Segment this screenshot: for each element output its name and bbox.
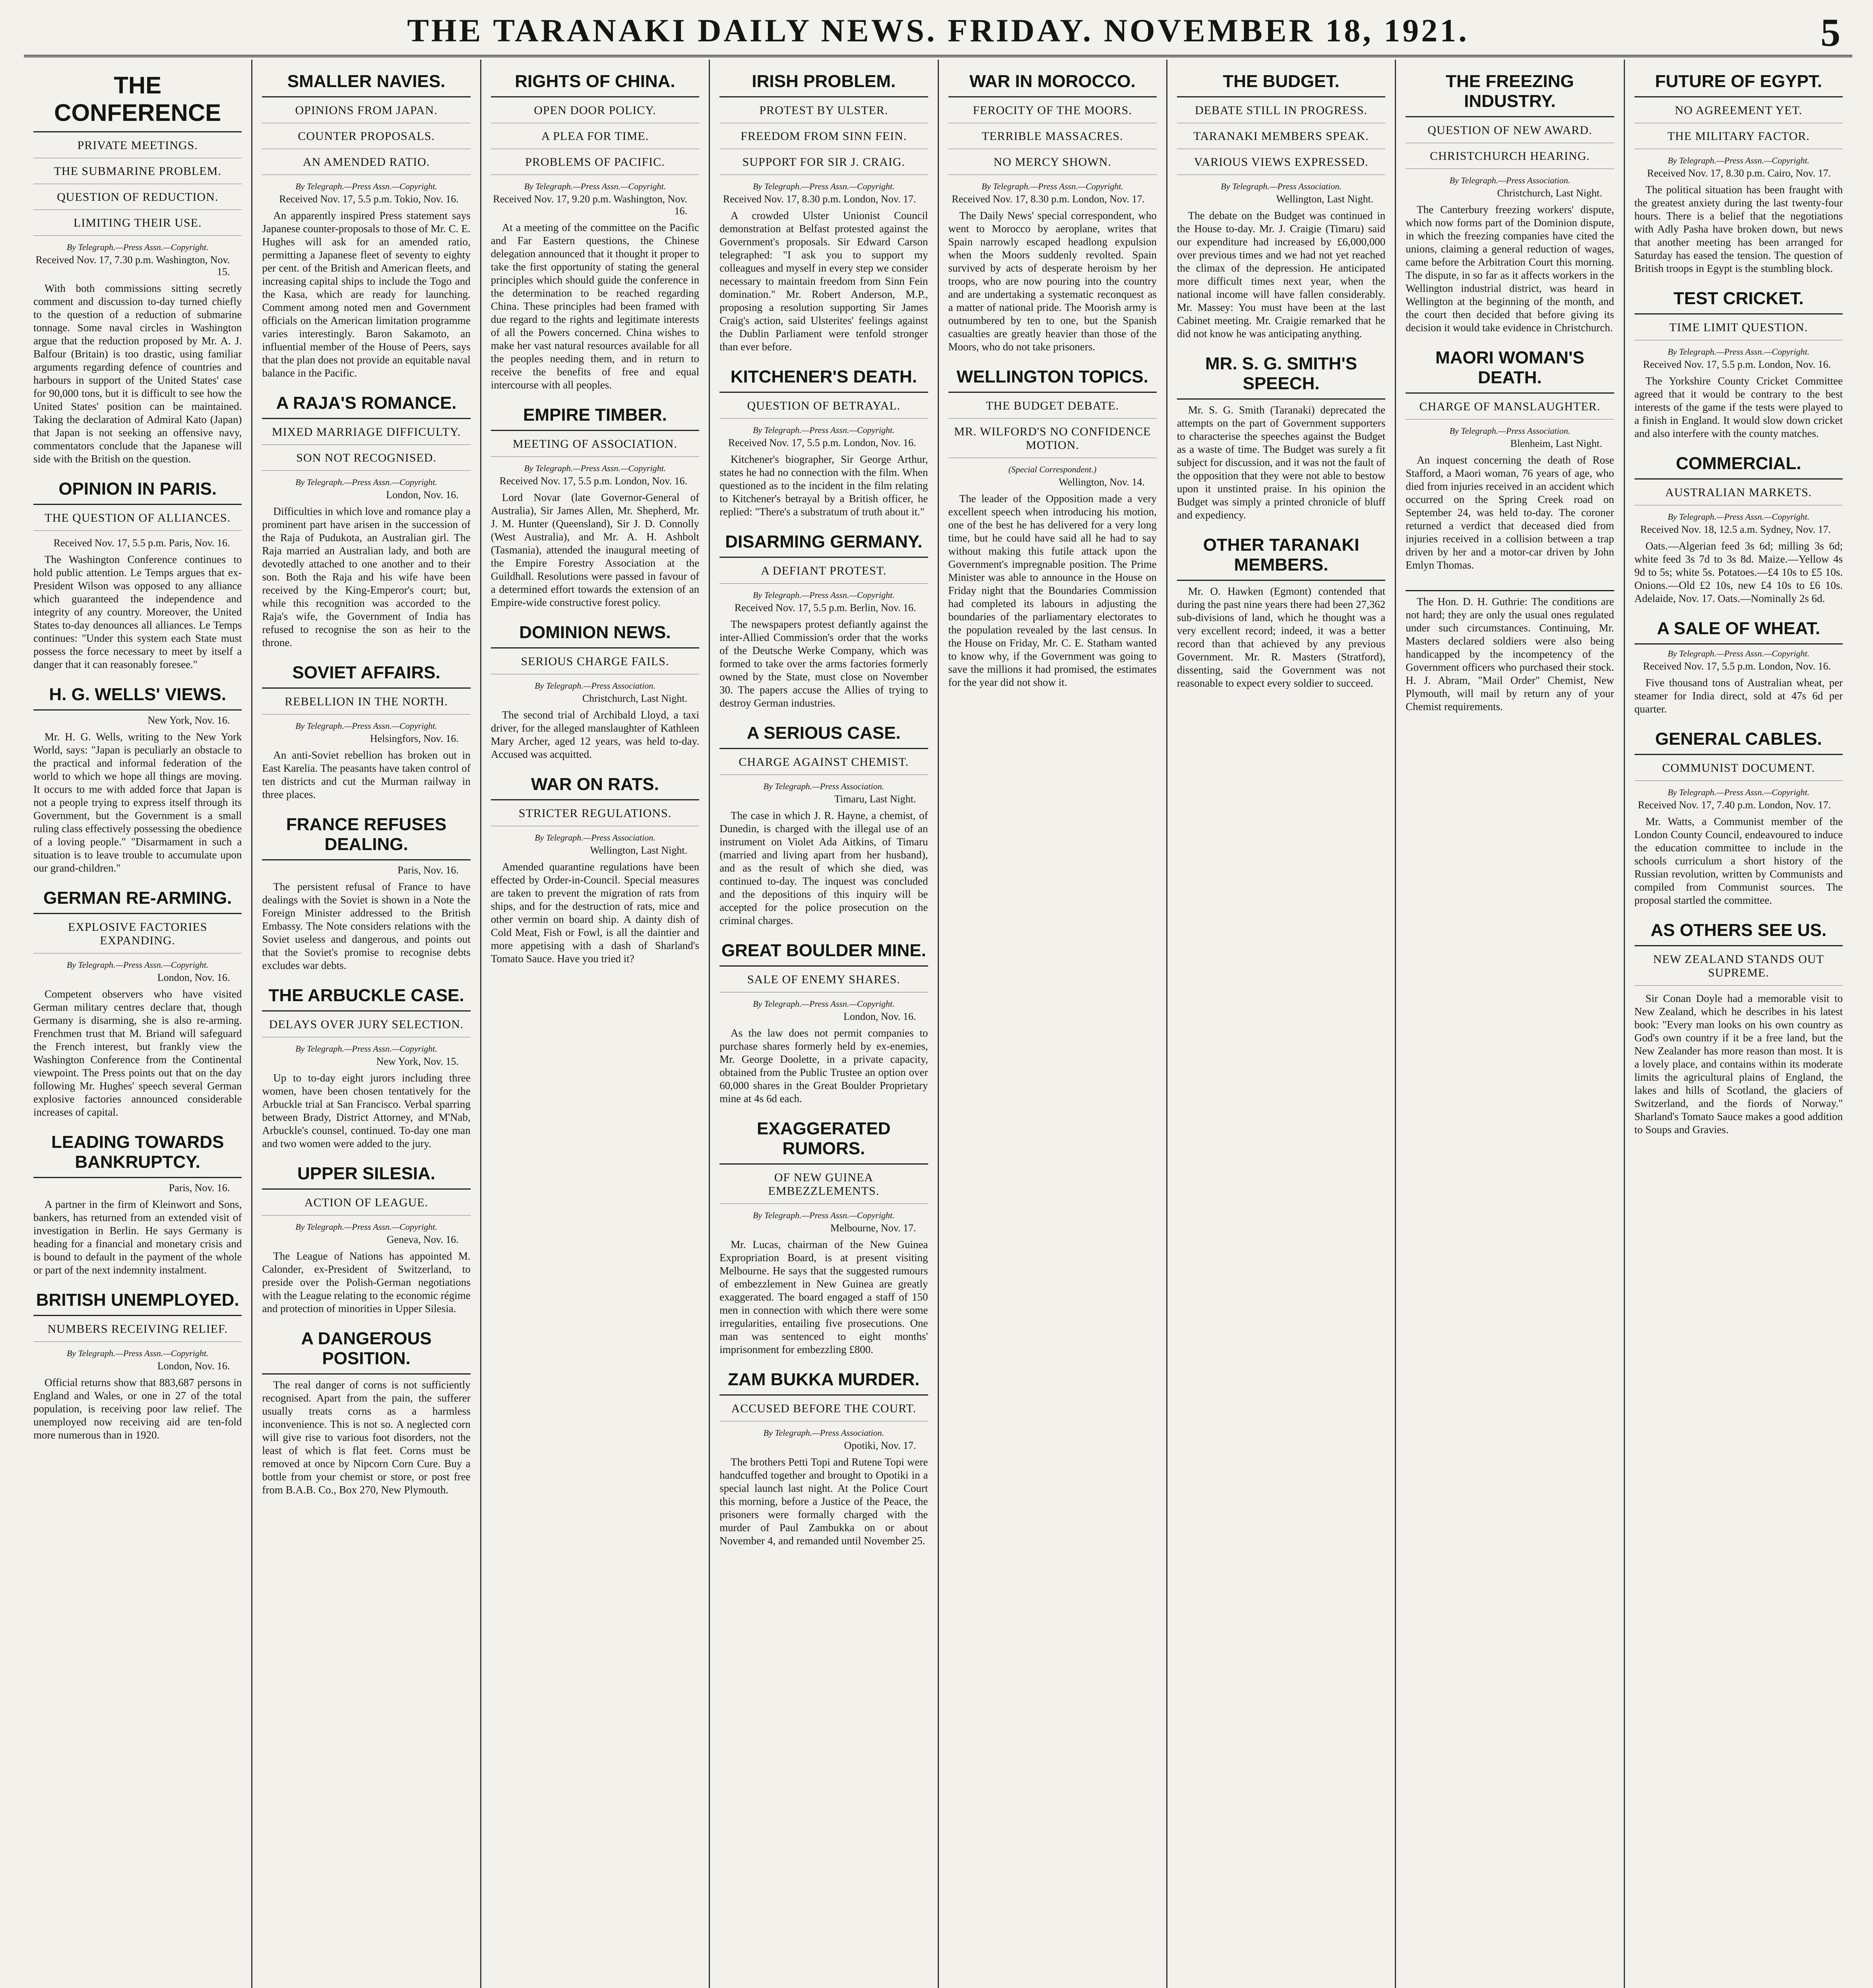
article-heading: ZAM BUKKA MURDER. [719, 1370, 928, 1396]
article-heading: DISARMING GERMANY. [719, 532, 928, 558]
article-body: Oats.—Algerian feed 3s 6d; milling 3s 6d; white feed 3s 7d to 3s 8d. Maize.—Yellow 4s 9d to 5s; white 5s. Potatoes.—£4 10s to £5 10s. Onions.—Old £2 10s, new £4 10s to £6 10s. Adelaide, Nov. 17. Oats.—Nominally 2s 6d. [1634, 540, 1843, 604]
article-subheading: ACTION OF LEAGUE. [262, 1196, 470, 1215]
column-7 [1395, 60, 1623, 1988]
article-heading: THE BUDGET. [1177, 72, 1385, 97]
article-subheading: THE SUBMARINE PROBLEM. [33, 165, 242, 184]
article-body: Amended quarantine regulations have been effected by Order-in-Council. Special measures are taken to prevent the migration of rats from ships, and for the destruction of rats, mice and other vermin on board ship. A dainty dish of Cold Meat, Fish or Fowl, is all the daintier and more appetising with a dash of Sharland's Tomato Sauce. Have you tried it? [491, 861, 700, 965]
article-heading: COMMERCIAL. [1635, 454, 1843, 480]
article-subheading: OF NEW GUINEA EMBEZZLEMENTS. [719, 1171, 928, 1204]
press-credit: By Telegraph.—Press Assn.—Copyright. [295, 1222, 437, 1232]
article-body: The newspapers protest defiantly against the inter-Allied Commission's order that the works of the Deutsche Werke Company, which was formed to take over the arms factories formerly owned by the State, must close on November 30. The papers accuse the Allies of trying to destroy German industries. [719, 618, 928, 709]
article [262, 1329, 470, 1497]
article-body: Mr. Watts, a Communist member of the London County Council, endeavoured to induce the education committee to include in the schools curriculum a short history of the Russian revolution, written by Communists and compiled from Communist sources. The proposal startled the committee. [1634, 815, 1843, 906]
article-body: The League of Nations has appointed M. Calonder, ex-President of Switzerland, to preside over the Polish-German negotiations with the League relating to the economic régime and protection of minorities in Upper Silesia. [262, 1250, 471, 1314]
article-subheading: SON NOT RECOGNISED. [262, 451, 470, 471]
dateline: Received Nov. 17, 5.5 p.m. London, Nov. 16. [1643, 359, 1831, 370]
press-credit: By Telegraph.—Press Assn.—Copyright. [752, 1210, 895, 1220]
press-credit: By Telegraph.—Press Assn.—Copyright. [524, 181, 666, 191]
article-subheading: A DEFIANT PROTEST. [719, 564, 928, 584]
article-heading: LEADING TOWARDS BANKRUPTCY. [33, 1132, 242, 1178]
dateline: London, Nov. 16. [843, 1011, 916, 1022]
newspaper-columns [24, 60, 1852, 1988]
article-subheading: FREEDOM FROM SINN FEIN. [719, 130, 928, 149]
article-heading: SMALLER NAVIES. [262, 72, 470, 97]
article-heading: GREAT BOULDER MINE. [719, 941, 928, 967]
dateline: Paris, Nov. 16. [397, 864, 459, 876]
dateline: Received Nov. 17, 8.30 p.m. London, Nov. 17. [952, 193, 1145, 205]
press-credit: (Special Correspondent.) [1008, 464, 1097, 474]
article-subheading: REBELLION IN THE NORTH. [262, 695, 470, 714]
article-heading: A SALE OF WHEAT. [1635, 619, 1843, 645]
article-heading: GERMAN RE-ARMING. [33, 888, 242, 914]
article [262, 1164, 470, 1315]
article [33, 479, 242, 671]
press-credit: By Telegraph.—Press Assn.—Copyright. [66, 242, 209, 252]
article [33, 685, 242, 875]
article-subheading: SERIOUS CHARGE FAILS. [491, 655, 699, 674]
article [1635, 289, 1843, 440]
dateline: Timaru, Last Night. [834, 793, 916, 805]
dateline: Opotiki, Nov. 17. [844, 1440, 916, 1451]
press-credit: By Telegraph.—Press Association. [763, 1428, 884, 1438]
article-subheading: SALE OF ENEMY SHARES. [719, 973, 928, 992]
article-body: Five thousand tons of Australian wheat, per steamer for India direct, sold at 47s 6d per quarter. [1634, 677, 1843, 715]
article-subheading: CHRISTCHURCH HEARING. [1406, 149, 1614, 169]
article-body: The real danger of corns is not sufficiently recognised. Apart from the pain, the sufferer usually treats corns as a harmless inconvenience. This is not so. A neglected corn will give rise to various foot disorders, not the least of which is flat feet. Corns must be removed at once by Nipcorn Corn Cure. Buy a bottle from your chemist or store, or post free from B.A.B. Co., Box 270, New Plymouth. [262, 1379, 471, 1496]
article-body: Mr. S. G. Smith (Taranaki) deprecated the attempts on the part of Government supporters to characterise the speeches against the Budget as a waste of time. The Budget was surely a fit subject for discussion, and it was not the fault of the opposition that they were not able to bestow upon it unstinted praise. In his opinion the Budget was simply a printed chronicle of bluff and expediency. [1177, 404, 1386, 521]
article-subheading: THE QUESTION OF ALLIANCES. [33, 511, 242, 531]
article-subheading: TARANAKI MEMBERS SPEAK. [1177, 130, 1385, 149]
column-3 [480, 60, 709, 1988]
press-credit: By Telegraph.—Press Assn.—Copyright. [752, 590, 895, 600]
article [719, 72, 928, 353]
press-credit: By Telegraph.—Press Association. [763, 781, 884, 791]
article-body: The Hon. D. H. Guthrie: The conditions are not hard; they are only the usual ones regulated under such circumstances. Continuing, Mr. Masters declared soldiers were also being handicapped by the incompetency of the Government officers who purchased their stock. H. J. Abram, "Mail Order" Chemist, New Plymouth, will mail by return any of your Chemist requirements. [1406, 596, 1614, 712]
article-body: An anti-Soviet rebellion has broken out in East Karelia. The peasants have taken control of ten districts and cut the Murman railway in three places. [262, 749, 471, 800]
article [719, 941, 928, 1105]
article-heading: A DANGEROUS POSITION. [262, 1329, 470, 1375]
article-heading: H. G. WELLS' VIEWS. [33, 685, 242, 711]
article-subheading: COUNTER PROPOSALS. [262, 130, 470, 149]
article [719, 532, 928, 710]
dateline: Christchurch, Last Night. [1497, 187, 1602, 199]
dateline: Received Nov. 17, 5.5 p.m. Paris, Nov. 16. [53, 537, 230, 549]
article-body: A partner in the firm of Kleinwort and Sons, bankers, has returned from an extended visit of investigation in Berlin. He says Germany is heading for a financial and monetary crisis and is bound to default in the payment of the whole or part of the next indemnity instalment. [33, 1198, 242, 1276]
press-credit: By Telegraph.—Press Assn.—Copyright. [1667, 787, 1810, 797]
article [33, 1132, 242, 1277]
article-body: Competent observers who have visited German military centres declare that, though Germany is disarming, she is also re-arming. Frenchmen trust that M. Briand will safeguard the French interest, but frankly view the Washington Conference from the Continental viewpoint. The Press points out that on the day following Mr. Hughes' speech several German explosive factories announced considerable increases of capital. [33, 988, 242, 1118]
press-credit: By Telegraph.—Press Assn.—Copyright. [66, 960, 209, 970]
article-body: Difficulties in which love and romance play a prominent part have arisen in the succession of the Raja of Pudukota, an Australian girl. The Raja married an Australian lady, and both are devotedly attached to one another and to their son. Both the Raja and his wife have been received by the King-Emperor's court; but, while this recognition was accorded to the Raja's wife, the Government of India has refused to recognise the son as heir to the throne. [262, 505, 471, 648]
column-1 [24, 60, 251, 1988]
article-body: Kitchener's biographer, Sir George Arthur, states he had no connection with the film. When questioned as to the incident in the film relating to Kitchener's betrayal by a British officer, he replied: "There's a substratum of truth about it." [719, 453, 928, 518]
press-credit: By Telegraph.—Press Assn.—Copyright. [1667, 648, 1810, 658]
article [719, 367, 928, 518]
article [1406, 585, 1614, 713]
dateline: Received Nov. 17, 8.30 p.m. Cairo, Nov. 17. [1647, 167, 1831, 179]
dateline: London, Nov. 16. [386, 489, 459, 501]
press-credit: By Telegraph.—Press Assn.—Copyright. [981, 181, 1124, 191]
article-body: The leader of the Opposition made a very excellent speech when introducing his motion, one of the best he has delivered for a very long time, but he could have said all he had to say without making this futile attack upon the Government's impregnable position. The Prime Minister was able to announce in the House on Friday night that the Boundaries Commission had completed its labours in adjusting the boundaries of the parliamentary electorates to the population revealed by the last census. In the House on Friday, Mr. C. E. Statham wanted to know why, if the Government was going to save the millions it had promised, the estimates for the year did not show it. [948, 493, 1157, 688]
article-subheading: VARIOUS VIEWS EXPRESSED. [1177, 155, 1385, 175]
article [1406, 72, 1614, 334]
newspaper-masthead [24, 7, 1852, 57]
article-subheading: LIMITING THEIR USE. [33, 216, 242, 236]
dateline: Christchurch, Last Night. [582, 693, 688, 704]
dateline: Geneva, Nov. 16. [386, 1234, 459, 1245]
article-heading: THE CONFERENCE [33, 72, 242, 132]
article-heading: MAORI WOMAN'S DEATH. [1406, 348, 1614, 394]
article-heading: WAR ON RATS. [491, 775, 699, 800]
dateline: Received Nov. 17, 9.20 p.m. Washington, Nov. 16. [493, 193, 688, 217]
article-body: Mr. H. G. Wells, writing to the New York World, says: "Japan is peculiarly an obstacle to the practical and informal federation of the world to which we hope all things are moving. It occurs to me with added force that Japan is not a people trying to express itself through its Government, but the Government is a small ruling class effectively possessing the obedience of a loving people." "Disarmament in such a situation is to leave trouble to accumulate upon our grand-children." [33, 731, 242, 874]
column-5 [938, 60, 1166, 1988]
article-body: With both commissions sitting secretly comment and discussion to-day turned chiefly to the question of a reduction of submarine tonnage. Some naval circles in Washington argue that the reduction proposed by Mr. A. J. Balfour (Britain) is too drastic, using familiar arguments regarding defence of countries and harbours in support of the United States' case for 90,000 tons, but it is difficult to see how the United States' position can be maintained. Taking the declaration of Admiral Kato (Japan) that Japan is not seeking an offensive navy, commentators conclude that the Japanese will side with the British on the question. [33, 282, 242, 465]
article-body: Mr. Lucas, chairman of the New Guinea Expropriation Board, is at present visiting Melbourne. He says that the suggested rumours of embezzlement in New Guinea are greatly exaggerated. The board engaged a staff of 150 men in connection with which there were some irregularities, entailing five prosecutions. One man was sentenced to eight months' imprisonment for embezzling £800. [719, 1239, 928, 1355]
article [491, 623, 699, 761]
dateline: Wellington, Last Night. [590, 845, 688, 856]
press-credit: By Telegraph.—Press Assn.—Copyright. [295, 181, 437, 191]
article-heading: UPPER SILESIA. [262, 1164, 470, 1190]
article-body: The debate on the Budget was continued in the House to-day. Mr. J. Craigie (Timaru) said our expenditure had increased by £6,000,000 over previous times and we had not yet reached the climax of the depression. He anticipated more difficult times next year, when the national income will have fallen considerably. Mr. Massey: You must have been at the last Cabinet meeting. Mr. Craigie remarked that he did not know he was anticipating anything. [1177, 210, 1386, 340]
dateline: New York, Nov. 16. [147, 714, 230, 726]
article-body: The second trial of Archibald Lloyd, a taxi driver, for the alleged manslaughter of Kathleen Mary Archer, aged 12 years, was held to-day. Accused was acquitted. [491, 709, 700, 760]
article-body: An apparently inspired Press statement says Japanese counter-proposals to those of Mr. C. E. Hughes will ask for an amended ratio, permitting a Japanese fleet of seventy to eighty per cent. of the British and American fleets, and increasing capital ships to include the Togo and the Kasa, which are ready for launching. Comment among noted men and Government officials on the American limitation programme varies interestingly. Baron Sakamoto, an influential member of the House of Peers, says that the plan does not provide an equitable naval balance in the Pacific. [262, 210, 471, 379]
dateline: Received Nov. 17, 8.30 p.m. London, Nov. 17. [723, 193, 916, 205]
article-subheading: CHARGE AGAINST CHEMIST. [719, 755, 928, 775]
column-4 [709, 60, 937, 1988]
article-subheading: THE MILITARY FACTOR. [1635, 130, 1843, 149]
press-credit: By Telegraph.—Press Assn.—Copyright. [752, 999, 895, 1009]
article-body: The Canterbury freezing workers' dispute, which now forms part of the Dominion dispute, in which the freezing companies have cited the unions, claiming a general reduction of wages, came before the Arbitration Court this morning. The dispute, in so far as it affects workers in the Wellington industrial district, was heard in Wellington at the beginning of the month, and the court then decided that before giving its decision it would take evidence in Christchurch. [1406, 204, 1614, 334]
article-body: An inquest concerning the death of Rose Stafford, a Maori woman, 76 years of age, who died from injuries received in an accident which occurred on the Spring Creek road on September 24, was held to-day. The coroner returned a verdict that deceased died from injuries received in a collision between a trap driven by her and a motor-car driven by John Emlyn Thomas. [1406, 454, 1614, 571]
article-heading: DOMINION NEWS. [491, 623, 699, 648]
article-subheading: MR. WILFORD'S NO CONFIDENCE MOTION. [948, 425, 1157, 458]
article-subheading: MEETING OF ASSOCIATION. [491, 437, 699, 457]
newspaper-title: THE TARANAKI DAILY NEWS. FRIDAY. NOVEMBER 18, 1921. [407, 12, 1469, 49]
article-subheading: AUSTRALIAN MARKETS. [1635, 486, 1843, 505]
article [1406, 348, 1614, 572]
article-subheading: CHARGE OF MANSLAUGHTER. [1406, 400, 1614, 419]
article [1635, 454, 1843, 605]
article-subheading: OPINIONS FROM JAPAN. [262, 104, 470, 123]
article-heading: TEST CRICKET. [1635, 289, 1843, 315]
dateline: Paris, Nov. 16. [169, 1182, 230, 1194]
press-credit: By Telegraph.—Press Assn.—Copyright. [524, 463, 666, 473]
article-heading: BRITISH UNEMPLOYED. [33, 1290, 242, 1316]
article [1635, 920, 1843, 1136]
article-subheading: DELAYS OVER JURY SELECTION. [262, 1018, 470, 1037]
press-credit: By Telegraph.—Press Assn.—Copyright. [66, 1348, 209, 1358]
dateline: Received Nov. 17, 5.5 p.m. London, Nov. 16. [728, 437, 916, 448]
press-credit: By Telegraph.—Press Assn.—Copyright. [1667, 512, 1810, 522]
article-subheading: PRIVATE MEETINGS. [33, 139, 242, 158]
article [33, 72, 242, 466]
article [262, 663, 470, 801]
article [491, 72, 699, 392]
article-subheading: NO MERCY SHOWN. [948, 155, 1157, 175]
column-6 [1166, 60, 1395, 1988]
article-subheading: TERRIBLE MASSACRES. [948, 130, 1157, 149]
article-body: Mr. O. Hawken (Egmont) contended that during the past nine years there had been 27,362 sub-divisions of land, which he thought was a very excellent record; indeed, it was a better record than that achieved by any previous Government. Mr. R. Masters (Stratford), dissenting, said the Government was not reasonable to expect every soldier to succeed. [1177, 585, 1386, 689]
page-number: 5 [1821, 10, 1840, 54]
article-heading: RIGHTS OF CHINA. [491, 72, 699, 97]
article-heading: GENERAL CABLES. [1635, 729, 1843, 755]
article-subheading: MIXED MARRIAGE DIFFICULTY. [262, 425, 470, 445]
article-body: At a meeting of the committee on the Pacific and Far Eastern questions, the Chinese delegation announced that it thought it proper to take the first opportunity of stating the general principles which should guide the conference in the determination to be reached regarding China. These principles had been framed with due regard to the rights and legitimate interests of all the Powers concerned. China wishes to make her vast natural resources available for all the peoples needing them, and in return to receive the benefits of free and equal intercourse with all peoples. [491, 221, 700, 391]
article-body: Sir Conan Doyle had a memorable visit to New Zealand, which he describes in his latest book: "Every man looks on his own country as God's own country if it be a free land, but the New Zealander has more reason than most. It is a lovely place, and contains within its moderate limits the agricultural plains of England, the lakes and hills of Scotland, the glaciers of Switzerland, and the fiords of Norway." Sharland's Tomato Sauce makes a good addition to Soups and Gravies. [1634, 992, 1843, 1136]
article [1635, 72, 1843, 275]
article-subheading: NEW ZEALAND STANDS OUT SUPREME. [1635, 953, 1843, 986]
press-credit: By Telegraph.—Press Assn.—Copyright. [752, 425, 895, 435]
article [719, 1119, 928, 1356]
article-subheading: DEBATE STILL IN PROGRESS. [1177, 104, 1385, 123]
article-heading: A RAJA'S ROMANCE. [262, 393, 470, 419]
article-heading: THE FREEZING INDUSTRY. [1406, 72, 1614, 117]
article [491, 405, 699, 609]
press-credit: By Telegraph.—Press Association. [1221, 181, 1342, 191]
article-heading: MR. S. G. SMITH'S SPEECH. [1177, 354, 1385, 400]
article-body: The Washington Conference continues to hold public attention. Le Temps argues that ex-President Wilson was opposed to any alliance which guaranteed the independence and integrity of any country. Moreover, the United States to-day denounces all alliances. Le Temps continues: "Under this system each State must possess the force necessary to meet by itself a danger that it can reasonably foresee." [33, 553, 242, 670]
article [33, 1290, 242, 1442]
article-heading: A SERIOUS CASE. [719, 723, 928, 749]
article-heading [1406, 585, 1614, 591]
article-body: The brothers Petti Topi and Rutene Topi were handcuffed together and brought to Opotiki in a special launch last night. At the Police Court this morning, before a Justice of the Peace, the prisoners were formally charged with the murder of Paul Zambukka on or about November 4, and remanded until November 25. [719, 1456, 928, 1547]
article [719, 723, 928, 927]
press-credit: By Telegraph.—Press Assn.—Copyright. [1667, 155, 1810, 165]
press-credit: By Telegraph.—Press Association. [1449, 426, 1571, 436]
article-subheading: ACCUSED BEFORE THE COURT. [719, 1402, 928, 1421]
press-credit: By Telegraph.—Press Assn.—Copyright. [1667, 347, 1810, 357]
dateline: Wellington, Last Night. [1276, 193, 1374, 205]
dateline: Blenheim, Last Night. [1510, 438, 1602, 449]
article-body: Up to to-day eight jurors including three women, have been chosen tentatively for the Arbuckle trial at San Francisco. Verbal sparring between Brady, District Attorney, and M'Nab, Arbuckle's counsel, continued. To-day one man and two women were added to the jury. [262, 1072, 471, 1149]
press-credit: By Telegraph.—Press Association. [535, 833, 655, 843]
article-heading: FRANCE REFUSES DEALING. [262, 815, 470, 860]
article-body: The Yorkshire County Cricket Committee agreed that it would be contrary to the best interests of the game if the tests were played to a finish in England. It would slow down cricket and also interfere with the county matches. [1634, 375, 1843, 439]
article-body: A crowded Ulster Unionist Council demonstration at Belfast protested against the Government's proposals. Sir Edward Carson telegraphed: "I ask you to support my colleagues and myself in every step we consider necessary to maintain freedom from Sinn Fein domination." Mr. Robert Anderson, M.P., proposing a resolution supporting Sir James Craig's action, said Ulsterites' feelings against the Dublin Parliament were tenfold stronger than ever before. [719, 210, 928, 353]
press-credit: By Telegraph.—Press Association. [1449, 175, 1571, 185]
article-heading: THE ARBUCKLE CASE. [262, 986, 470, 1011]
article-body: The Daily News' special correspondent, who went to Morocco by aeroplane, writes that Spain narrowly escaped headlong expulsion when the Moors suddenly revolted. Spain survived by acts of desperate heroism by her troops, who are now pouring into the country and are undertaking a systematic reconquest as a matter of national pride. The Moorish army is outnumbered by ten to one, but the Spanish casualties are greatly heavier than those of the Moors, who do not take prisoners. [948, 210, 1157, 353]
article-subheading: NUMBERS RECEIVING RELIEF. [33, 1322, 242, 1342]
article-subheading: NO AGREEMENT YET. [1635, 104, 1843, 123]
column-2 [251, 60, 480, 1988]
dateline: Received Nov. 18, 12.5 a.m. Sydney, Nov. 17. [1640, 524, 1831, 535]
article-subheading: STRICTER REGULATIONS. [491, 807, 699, 826]
article-heading: EXAGGERATED RUMORS. [719, 1119, 928, 1165]
article-subheading: FEROCITY OF THE MOORS. [948, 104, 1157, 123]
article-body: The case in which J. R. Hayne, a chemist, of Dunedin, is charged with the illegal use of an instrument on Violet Ada Aitkins, of Timaru (married and living apart from her husband), and as the result of which she died, was continued to-day. The inquest was concluded and the depositions of this inquiry will be accepted for the police prosecution on the criminal charges. [719, 810, 928, 926]
dateline: Received Nov. 17, 7.40 p.m. London, Nov. 17. [1638, 799, 1831, 811]
article [491, 775, 699, 965]
article-heading: FUTURE OF EGYPT. [1635, 72, 1843, 97]
dateline: Wellington, Nov. 14. [1059, 476, 1145, 488]
article-subheading: PROTEST BY ULSTER. [719, 104, 928, 123]
article-subheading: AN AMENDED RATIO. [262, 155, 470, 175]
article-subheading: SUPPORT FOR SIR J. CRAIG. [719, 155, 928, 175]
dateline: Helsingfors, Nov. 16. [370, 733, 459, 744]
article-heading: AS OTHERS SEE US. [1635, 920, 1843, 946]
article-body: As the law does not permit companies to purchase shares formerly held by ex-enemies, Mr. George Doolette, in a private capacity, obtained from the Public Trustee an option over 60,000 shares in the Great Boulder Proprietary mine at 4s 6d each. [719, 1027, 928, 1105]
article [1635, 619, 1843, 716]
article-heading: IRISH PROBLEM. [719, 72, 928, 97]
dateline: London, Nov. 16. [157, 972, 230, 983]
dateline: London, Nov. 16. [157, 1360, 230, 1372]
article-heading: WAR IN MOROCCO. [948, 72, 1157, 97]
article [1177, 354, 1385, 522]
article-subheading: OPEN DOOR POLICY. [491, 104, 699, 123]
article-heading: SOVIET AFFAIRS. [262, 663, 470, 689]
press-credit: By Telegraph.—Press Assn.—Copyright. [295, 1044, 437, 1054]
column-8 [1624, 60, 1852, 1988]
article [948, 72, 1157, 353]
dateline: Received Nov. 17, 5.5 p.m. Berlin, Nov. 16. [734, 602, 916, 613]
press-credit: By Telegraph.—Press Assn.—Copyright. [752, 181, 895, 191]
article [1635, 729, 1843, 907]
article-body: Lord Novar (late Governor-General of Australia), Sir James Allen, Mr. Shepherd, Mr. J. M. Hunter (Queensland), Sir J. D. Connolly (West Australia), and Mr. A. H. Ashbolt (Tasmania), attended the inaugural meeting of the Empire Forestry Association at the Guildhall. Resolutions were passed in favour of a determined effort towards the extension of an Empire-wide constructive forest policy. [491, 491, 700, 608]
article-heading: KITCHENER'S DEATH. [719, 367, 928, 393]
article [719, 1370, 928, 1547]
article-subheading: A PLEA FOR TIME. [491, 130, 699, 149]
article [33, 888, 242, 1119]
article [262, 393, 470, 649]
press-credit: By Telegraph.—Press Assn.—Copyright. [295, 477, 437, 487]
article-heading: OTHER TARANAKI MEMBERS. [1177, 535, 1385, 581]
dateline: New York, Nov. 15. [376, 1056, 459, 1067]
dateline: Received Nov. 17, 5.5 p.m. Tokio, Nov. 16. [279, 193, 459, 205]
article [1177, 535, 1385, 690]
article-subheading: THE BUDGET DEBATE. [948, 399, 1157, 419]
dateline: Received Nov. 17, 7.30 p.m. Washington, Nov. 15. [35, 254, 230, 278]
article-subheading: PROBLEMS OF PACIFIC. [491, 155, 699, 175]
article [262, 815, 470, 972]
article-subheading: TIME LIMIT QUESTION. [1635, 321, 1843, 340]
article-subheading: EXPLOSIVE FACTORIES EXPANDING. [33, 920, 242, 953]
article-heading: EMPIRE TIMBER. [491, 405, 699, 431]
article-subheading: QUESTION OF BETRAYAL. [719, 399, 928, 419]
article-subheading: QUESTION OF REDUCTION. [33, 190, 242, 210]
article [948, 367, 1157, 689]
dateline: Received Nov. 17, 5.5 p.m. London, Nov. 16. [499, 475, 688, 487]
article-subheading: QUESTION OF NEW AWARD. [1406, 124, 1614, 143]
dateline: Melbourne, Nov. 17. [830, 1222, 916, 1234]
article [262, 986, 470, 1150]
article [1177, 72, 1385, 340]
article-heading: OPINION IN PARIS. [33, 479, 242, 505]
dateline: Received Nov. 17, 5.5 p.m. London, Nov. 16. [1643, 660, 1831, 672]
press-credit: By Telegraph.—Press Association. [535, 681, 655, 691]
article-body: Official returns show that 883,687 persons in England and Wales, or one in 27 of the total population, is receiving poor law relief. The unemployed now receiving aid are ten-fold more numerous than in 1920. [33, 1376, 242, 1441]
article-body: The political situation has been fraught with the greatest anxiety during the last twenty-four hours. There is a belief that the negotiations with Adly Pasha have broken down, but news that another meeting has been arranged for Saturday has eased the tension. The question of British troops in Egypt is the stumbling block. [1634, 184, 1843, 274]
article [262, 72, 470, 380]
article-subheading: COMMUNIST DOCUMENT. [1635, 761, 1843, 781]
press-credit: By Telegraph.—Press Assn.—Copyright. [295, 721, 437, 731]
article-heading: WELLINGTON TOPICS. [948, 367, 1157, 393]
article-body: The persistent refusal of France to have dealings with the Soviet is shown in a Note the Foreign Minister addressed to the British Embassy. The Note considers relations with the Soviet useless and dangerous, and points out that the Soviet's promise to recognise debts excludes war debts. [262, 881, 471, 971]
